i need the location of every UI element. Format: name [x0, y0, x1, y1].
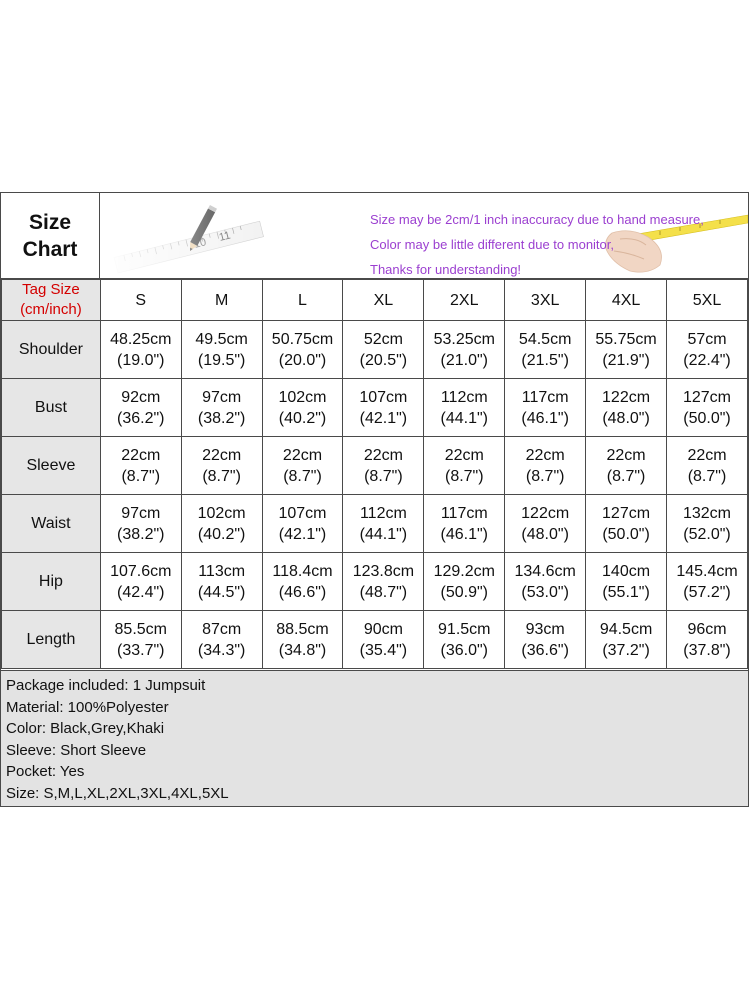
cm-value: 122cm — [602, 388, 651, 406]
measurement-cell — [343, 437, 424, 495]
cm-value: 22cm — [444, 446, 484, 464]
cm-value: 145.4cm — [676, 562, 738, 580]
measurement-cell — [424, 495, 505, 553]
cm-value: 22cm — [525, 446, 565, 464]
size-chart-title — [1, 193, 100, 278]
measurement-cell — [424, 321, 505, 379]
cm-value: 93cm — [525, 620, 565, 638]
inch-value: (21.5") — [521, 351, 569, 369]
info-line: Sleeve: Short Sleeve — [6, 741, 147, 759]
measurement-cell — [262, 495, 343, 553]
measurement-cell — [100, 553, 181, 611]
inch-value: (48.0") — [521, 525, 569, 543]
cm-value: 49.5cm — [195, 330, 248, 348]
inch-value: (21.9") — [602, 351, 650, 369]
measurement-cell — [262, 437, 343, 495]
measurement-cell — [100, 379, 181, 437]
measurement-cell — [505, 437, 586, 495]
measurement-cell — [424, 611, 505, 669]
cm-value: 112cm — [359, 504, 407, 522]
inch-value: (38.2") — [197, 409, 246, 427]
banner-illustration — [100, 193, 748, 278]
inch-value: (34.8") — [278, 641, 327, 659]
row-label: Bust — [2, 379, 101, 437]
cm-value: 48.25cm — [110, 330, 172, 348]
measurement-cell — [505, 379, 586, 437]
measurement-cell — [586, 495, 667, 553]
size-header: 3XL — [505, 280, 586, 321]
row-label: Length — [2, 611, 101, 669]
table-row — [2, 437, 748, 495]
inch-value: (40.2") — [197, 525, 246, 543]
cm-value: 102cm — [197, 504, 246, 522]
measurement-cell — [424, 379, 505, 437]
inch-value: (8.7") — [606, 467, 646, 485]
inch-value: (36.2") — [117, 409, 165, 427]
cm-value: 22cm — [687, 446, 727, 464]
cm-value: 140cm — [602, 562, 651, 580]
inch-value: (8.7") — [202, 467, 241, 485]
note-line: Color may be little different due to monitor, — [370, 237, 614, 252]
inch-value: (8.7") — [444, 467, 484, 485]
measurement-cell — [667, 611, 748, 669]
cm-value: 134.6cm — [514, 562, 576, 580]
cm-value: 85.5cm — [114, 620, 167, 638]
row-label: Sleeve — [2, 437, 101, 495]
table-row — [2, 553, 748, 611]
measurement-cell — [505, 321, 586, 379]
note-line: Size may be 2cm/1 inch inaccuracy due to hand measure, — [370, 212, 704, 227]
inch-value: (48.7") — [359, 583, 408, 601]
note-line: Thanks for understanding! — [370, 262, 522, 277]
inch-value: (19.5") — [197, 351, 246, 369]
inch-value: (57.2") — [683, 583, 731, 601]
size-header: L — [262, 280, 343, 321]
cm-value: 22cm — [202, 446, 242, 464]
inch-value: (44.1") — [359, 525, 408, 543]
size-header: XL — [343, 280, 424, 321]
inch-value: (21.0") — [440, 351, 489, 369]
cm-value: 123.8cm — [352, 562, 415, 580]
measurement-cell — [100, 321, 181, 379]
measurement-cell — [343, 321, 424, 379]
size-header: S — [100, 280, 181, 321]
inch-value: (44.5") — [197, 583, 246, 601]
cm-value: 118.4cm — [272, 562, 333, 580]
cm-value: 96cm — [687, 620, 727, 638]
inch-value: (46.1") — [440, 525, 489, 543]
cm-value: 117cm — [521, 388, 569, 406]
cm-value: 112cm — [440, 388, 488, 406]
cm-value: 88.5cm — [276, 620, 329, 638]
table-row — [2, 379, 748, 437]
cm-value: 22cm — [606, 446, 646, 464]
product-info — [1, 670, 748, 806]
size-header: 4XL — [586, 280, 667, 321]
inch-value: (37.2") — [602, 641, 650, 659]
measurement-cell — [505, 495, 586, 553]
measurement-cell — [424, 553, 505, 611]
measurement-cell — [343, 553, 424, 611]
size-header: M — [181, 280, 262, 321]
size-chart — [0, 192, 749, 807]
cm-value: 97cm — [202, 388, 242, 406]
title-line-2: Chart — [22, 237, 78, 261]
inch-value: (8.7") — [121, 467, 161, 485]
measurement-cell — [586, 321, 667, 379]
measurement-cell — [181, 321, 262, 379]
inch-value: (42.1") — [278, 525, 327, 543]
cm-value: 91.5cm — [438, 620, 491, 638]
cm-value: 113cm — [198, 562, 246, 580]
measurement-cell — [586, 379, 667, 437]
disclaimer-notes — [370, 207, 704, 282]
header-row — [2, 280, 748, 321]
cm-value: 53.25cm — [433, 330, 495, 348]
inch-value: (50.9") — [440, 583, 489, 601]
cm-value: 87cm — [202, 620, 242, 638]
measurement-cell — [586, 611, 667, 669]
inch-value: (8.7") — [364, 467, 403, 485]
inch-value: (37.8") — [683, 641, 731, 659]
inch-value: (36.6") — [521, 641, 569, 659]
inch-value: (55.1") — [602, 583, 650, 601]
cm-value: 127cm — [602, 504, 651, 522]
cm-value: 107.6cm — [110, 562, 172, 580]
measurement-cell — [343, 495, 424, 553]
inch-value: (46.1") — [521, 409, 569, 427]
inch-value: (38.2") — [117, 525, 165, 543]
cm-value: 54.5cm — [518, 330, 572, 348]
info-line: Material: 100%Polyester — [6, 698, 169, 716]
inch-value: (42.1") — [359, 409, 408, 427]
cm-value: 132cm — [682, 504, 732, 522]
measurement-cell — [667, 437, 748, 495]
size-table — [1, 279, 748, 669]
measurement-cell — [262, 379, 343, 437]
inch-value: (35.4") — [359, 641, 408, 659]
inch-value: (34.3") — [197, 641, 246, 659]
inch-value: (52.0") — [683, 525, 731, 543]
cm-value: 94.5cm — [599, 620, 653, 638]
cm-value: 92cm — [121, 388, 161, 406]
measurement-cell — [181, 611, 262, 669]
measurement-cell — [586, 437, 667, 495]
cm-value: 22cm — [363, 446, 403, 464]
row-label: Hip — [2, 553, 101, 611]
inch-value: (48.0") — [602, 409, 650, 427]
measurement-cell — [667, 379, 748, 437]
cm-value: 122cm — [521, 504, 570, 522]
measurement-cell — [181, 495, 262, 553]
measurement-cell — [667, 553, 748, 611]
cm-value: 55.75cm — [595, 330, 657, 348]
table-row — [2, 321, 748, 379]
inch-value: (8.7") — [283, 467, 322, 485]
table-row — [2, 495, 748, 553]
inch-value: (8.7") — [687, 467, 727, 485]
cm-value: 52cm — [363, 330, 403, 348]
inch-value: (8.7") — [525, 467, 565, 485]
info-line: Color: Black,Grey,Khaki — [6, 720, 165, 737]
cm-value: 129.2cm — [433, 562, 495, 580]
measurement-cell — [262, 553, 343, 611]
chart-banner — [1, 193, 748, 279]
info-line: Size: S,M,L,XL,2XL,3XL,4XL,5XL — [6, 784, 229, 802]
measurement-cell — [667, 321, 748, 379]
cm-value: 117cm — [440, 504, 488, 522]
measurement-cell — [181, 437, 262, 495]
cm-value: 22cm — [282, 446, 323, 464]
cm-value: 90cm — [363, 620, 403, 638]
info-line: Pocket: Yes — [6, 763, 85, 780]
inch-value: (44.1") — [440, 409, 489, 427]
inch-value: (42.4") — [117, 583, 165, 601]
measurement-cell — [343, 379, 424, 437]
title-line-1: Size — [28, 210, 72, 234]
table-row — [2, 611, 748, 669]
inch-value: (50.0") — [602, 525, 650, 543]
cm-value: 107cm — [278, 504, 327, 522]
size-header: 5XL — [667, 280, 748, 321]
inch-value: (20.0") — [278, 351, 327, 369]
measurement-cell — [667, 495, 748, 553]
inch-value: (20.5") — [359, 351, 408, 369]
cm-value: 102cm — [278, 388, 327, 406]
cm-value: 50.75cm — [271, 330, 334, 348]
tag-size-label: Tag Size (cm/inch) — [2, 280, 101, 321]
measurement-cell — [262, 611, 343, 669]
inch-value: (19.0") — [117, 351, 165, 369]
measurement-cell — [424, 437, 505, 495]
measurement-cell — [343, 611, 424, 669]
inch-value: (36.0") — [440, 641, 489, 659]
cm-value: 57cm — [687, 330, 727, 348]
inch-value: (46.6") — [278, 583, 327, 601]
inch-value: (50.0") — [683, 409, 731, 427]
info-line: Package included: 1 Jumpsuit — [6, 677, 206, 694]
measurement-cell — [100, 437, 181, 495]
measurement-cell — [505, 611, 586, 669]
measurement-cell — [505, 553, 586, 611]
size-header: 2XL — [424, 280, 505, 321]
measurement-cell — [181, 553, 262, 611]
row-label: Waist — [2, 495, 101, 553]
cm-value: 127cm — [682, 388, 732, 406]
measurement-cell — [586, 553, 667, 611]
inch-value: (40.2") — [278, 409, 327, 427]
measurement-cell — [100, 611, 181, 669]
cm-value: 107cm — [359, 388, 408, 406]
measurement-cell — [100, 495, 181, 553]
measurement-cell — [181, 379, 262, 437]
measurement-cell — [262, 321, 343, 379]
cm-value: 97cm — [121, 504, 161, 522]
row-label: Shoulder — [2, 321, 101, 379]
inch-value: (53.0") — [521, 583, 569, 601]
inch-value: (22.4") — [683, 351, 731, 369]
inch-value: (33.7") — [117, 641, 165, 659]
cm-value: 22cm — [121, 446, 161, 464]
